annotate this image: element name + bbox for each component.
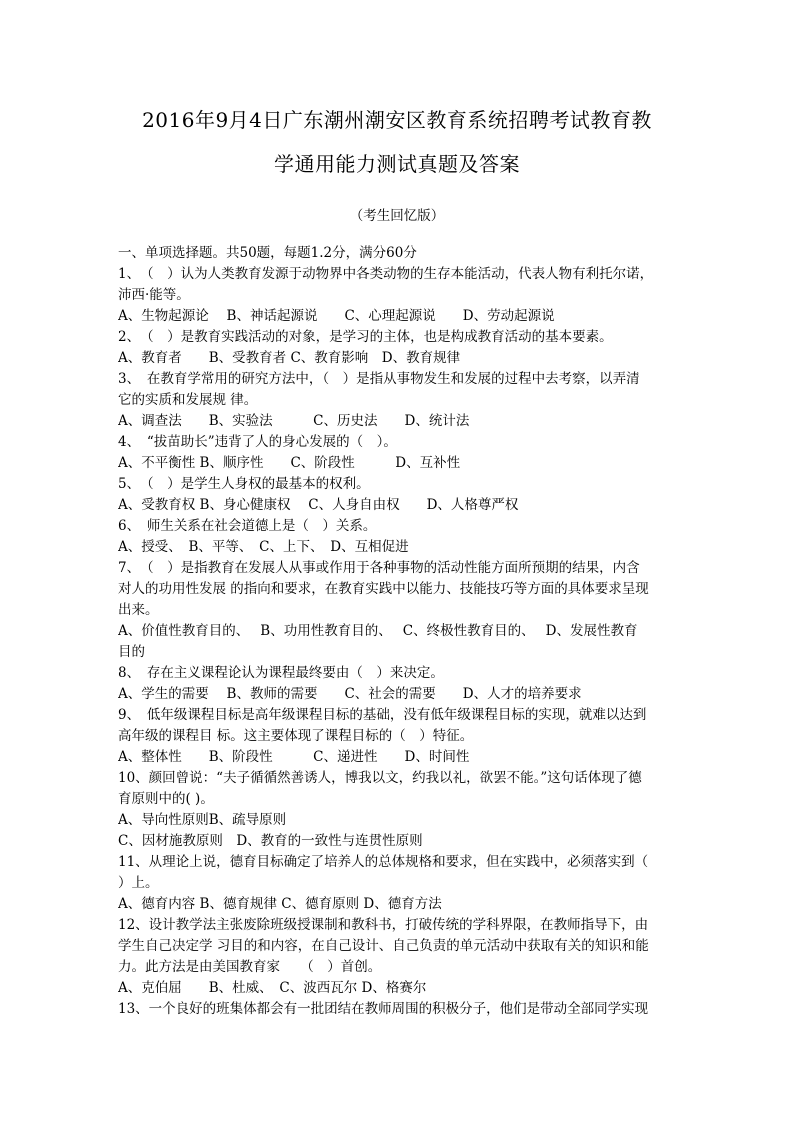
- text-line: A、导向性原则B、疏导原则: [118, 812, 287, 828]
- text-line: 13、一个良好的班集体都会有一批团结在教师周围的积极分子，他们是带动全部同学实现: [118, 1001, 649, 1017]
- text-line: 力。此方法是由美国教育家 （ ）首创。: [118, 959, 382, 975]
- document-body: [118, 243, 678, 1020]
- text-line: ）上。: [118, 875, 159, 891]
- text-line: 7、 （ ）是指教育在发展人从事或作用于各种事物的活动性能方面所预期的结果，内含: [118, 560, 640, 576]
- text-line: 1、 （ ）认为人类教育发源于动物界中各类动物的生存本能活动，代表人物有利托尔诺，: [118, 266, 654, 282]
- text-line: A、学生的需要 B、教师的需要 C、社会的需要 D、人才的培养要求: [118, 686, 582, 702]
- text-line: 11、从理论上说，德育目标确定了培养人的总体规格和要求，但在实践中，必须落实到（: [118, 854, 649, 870]
- text-line: C、因材施教原则 D、教育的一致性与连贯性原则: [118, 833, 423, 849]
- text-line: 9、 低年级课程目标是高年级课程目标的基础，没有低年级课程目标的实现，就难以达到: [118, 707, 647, 723]
- text-line: A、价值性教育目的、 B、功用性教育目的、 C、终极性教育目的、 D、发展性教育: [118, 623, 638, 639]
- text-line: 4、 “拔苗助长”违背了人的身心发展的（ ）。: [118, 434, 397, 450]
- text-line: 3、 在教育学常用的研究方法中，（ ）是指从事物发生和发展的过程中去考察，以弄清: [118, 371, 640, 387]
- text-line: A、生物起源论 B、神话起源说 C、心理起源说 D、劳动起源说: [118, 308, 555, 324]
- text-line: 沛西·能等。: [118, 287, 190, 303]
- text-line: 5、 （ ）是学生人身权的最基本的权利。: [118, 476, 370, 492]
- text-line: 10、颜回曾说：“夫子循循然善诱人，博我以文，约我以礼，欲罢不能。”这句话体现了德: [118, 770, 642, 786]
- text-line: A、不平衡性 B、顺序性 C、阶段性 D、互补性: [118, 455, 461, 471]
- text-line: 6、 师生关系在社会道德上是（ ）关系。: [118, 518, 377, 534]
- document-subtitle: （考生回忆版）: [349, 208, 445, 224]
- text-line: 一、单项选择题。共50题，每题1.2分，满分60分: [118, 245, 417, 261]
- text-line: 2、 （ ）是教育实践活动的对象，是学习的主体，也是构成教育活动的基本要素。: [118, 329, 613, 345]
- text-line: 育原则中的( )。: [118, 791, 214, 807]
- text-line: A、整体性 B、阶段性 C、递进性 D、时间性: [118, 749, 470, 765]
- text-line: A、受教育权 B、身心健康权 C、人身自由权 D、人格尊严权: [118, 497, 519, 513]
- text-line: 它的实质和发展规 律。: [118, 392, 258, 408]
- text-line: A、授受、 B、平等、 C、上下、 D、互相促进: [118, 539, 409, 555]
- text-line: A、克伯屈 B、杜威、 C、波西瓦尔 D、格赛尔: [118, 980, 427, 996]
- text-line: A、调查法 B、实验法 C、历史法 D、统计法: [118, 413, 470, 429]
- text-line: 8、 存在主义课程论认为课程最终要由（ ）来决定。: [118, 665, 444, 681]
- text-line: 学生自己决定学 习目的和内容，在自己设计、自己负责的单元活动中获取有关的知识和能: [118, 938, 649, 954]
- text-line: 12、设计教学法主张废除班级授课制和教科书，打破传统的学科界限，在教师指导下，由: [118, 917, 649, 933]
- document-title-line-1: 2016年9月4日广东潮州潮安区教育系统招聘考试教育教: [142, 108, 652, 132]
- document-title-line-2: 学通用能力测试真题及答案: [274, 152, 520, 176]
- text-line: 目的: [118, 644, 145, 660]
- text-line: A、教育者 B、受教育者 C、教育影响 D、教育规律: [118, 350, 461, 366]
- text-line: 高年级的课程目 标。这主要体现了课程目标的（ ）特征。: [118, 728, 474, 744]
- text-line: 对人的功用性发展 的指向和要求，在教育实践中以能力、技能技巧等方面的具体要求呈现: [118, 581, 649, 597]
- text-line: A、德育内容 B、德育规律 C、德育原则 D、德育方法: [118, 896, 442, 912]
- text-line: 出来。: [118, 602, 159, 618]
